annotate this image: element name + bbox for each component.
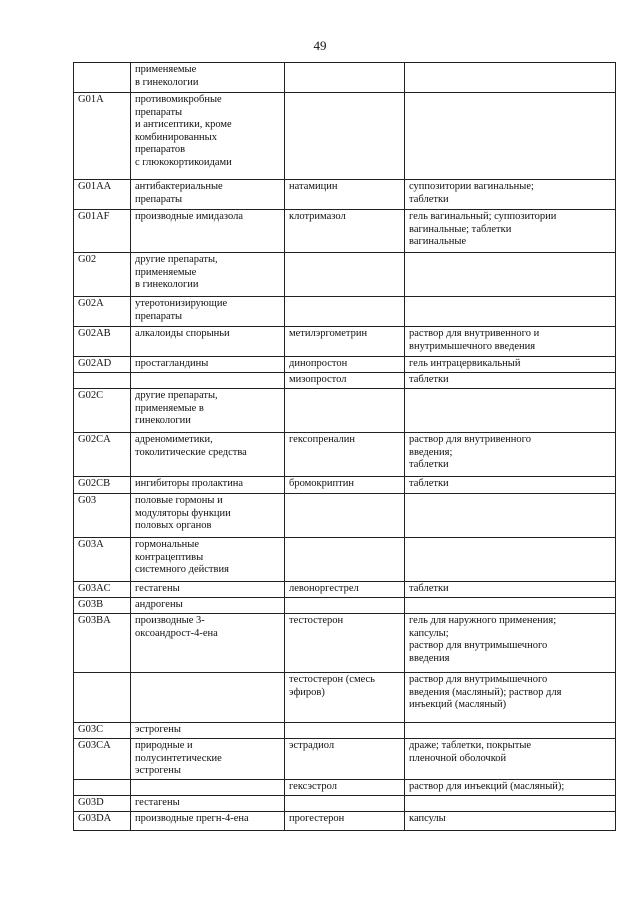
atc-code-cell: G02C <box>74 389 131 433</box>
group-cell: гестагены <box>131 582 285 598</box>
atc-code-cell: G03CA <box>74 739 131 780</box>
dosage-form-cell <box>405 253 616 297</box>
group-cell: эстрогены <box>131 723 285 739</box>
atc-code-cell: G02CB <box>74 477 131 494</box>
dosage-form-cell: драже; таблетки, покрытые пленочной оболочкой <box>405 739 616 780</box>
dosage-form-cell <box>405 63 616 93</box>
atc-code-cell: G03A <box>74 538 131 582</box>
dosage-form-cell: капсулы <box>405 811 616 830</box>
drug-name-cell: метилэргометрин <box>285 327 405 357</box>
atc-code-cell: G02A <box>74 297 131 327</box>
group-cell: производные имидазола <box>131 210 285 253</box>
table-row <box>74 327 616 357</box>
atc-code-cell: G03D <box>74 795 131 811</box>
drug-name-cell: бромокриптин <box>285 477 405 494</box>
group-cell: противомикробные препараты и антисептики, кроме комбинированных препаратов с глюкокортикоидами <box>131 93 285 180</box>
group-cell: другие препараты, применяемые в гинекологии <box>131 253 285 297</box>
dosage-form-cell <box>405 723 616 739</box>
group-cell <box>131 373 285 389</box>
table-row <box>74 180 616 210</box>
group-cell: антибактериальные препараты <box>131 180 285 210</box>
atc-code-cell <box>74 673 131 723</box>
table-row <box>74 538 616 582</box>
atc-code-cell: G01A <box>74 93 131 180</box>
table-row <box>74 673 616 723</box>
page-number: 49 <box>313 38 327 53</box>
group-cell: андрогены <box>131 598 285 614</box>
table-row <box>74 477 616 494</box>
group-cell: применяемые в гинекологии <box>131 63 285 93</box>
atc-code-cell <box>74 63 131 93</box>
drug-name-cell: динопростон <box>285 357 405 373</box>
drug-name-cell <box>285 253 405 297</box>
group-cell <box>131 779 285 795</box>
drug-name-cell: тестостерон <box>285 614 405 673</box>
atc-code-cell: G02CA <box>74 433 131 477</box>
dosage-form-cell <box>405 538 616 582</box>
atc-code-cell: G02AD <box>74 357 131 373</box>
dosage-form-cell: гель интрацервикальный <box>405 357 616 373</box>
drug-name-cell: мизопростол <box>285 373 405 389</box>
table-row <box>74 63 616 93</box>
group-cell: гормональные контрацептивы системного действия <box>131 538 285 582</box>
atc-code-cell: G03AC <box>74 582 131 598</box>
drug-name-cell <box>285 63 405 93</box>
atc-code-cell: G03BA <box>74 614 131 673</box>
table-row <box>74 614 616 673</box>
group-cell <box>131 673 285 723</box>
group-cell: адреномиметики, токолитические средства <box>131 433 285 477</box>
drug-name-cell: гексопреналин <box>285 433 405 477</box>
drug-name-cell: натамицин <box>285 180 405 210</box>
dosage-form-cell: раствор для инъекций (масляный); <box>405 779 616 795</box>
group-cell: половые гормоны и модуляторы функции половых органов <box>131 494 285 538</box>
atc-code-cell: G02AB <box>74 327 131 357</box>
table-row <box>74 433 616 477</box>
dosage-form-cell <box>405 93 616 180</box>
table-row <box>74 598 616 614</box>
atc-code-cell <box>74 779 131 795</box>
atc-code-cell: G01AF <box>74 210 131 253</box>
dosage-form-cell: таблетки <box>405 582 616 598</box>
dosage-form-cell: таблетки <box>405 373 616 389</box>
table-row <box>74 93 616 180</box>
dosage-form-cell: раствор для внутривенного введения; таблетки <box>405 433 616 477</box>
drug-name-cell <box>285 598 405 614</box>
dosage-form-cell <box>405 795 616 811</box>
drug-name-cell <box>285 494 405 538</box>
group-cell: другие препараты, применяемые в гинекологии <box>131 389 285 433</box>
group-cell: утеротонизирующие препараты <box>131 297 285 327</box>
drug-name-cell <box>285 297 405 327</box>
group-cell: производные прегн-4-ена <box>131 811 285 830</box>
table-row <box>74 297 616 327</box>
group-cell: гестагены <box>131 795 285 811</box>
dosage-form-cell <box>405 389 616 433</box>
group-cell: природные и полусинтетические эстрогены <box>131 739 285 780</box>
drug-name-cell: левоноргестрел <box>285 582 405 598</box>
table-row <box>74 389 616 433</box>
table-row <box>74 373 616 389</box>
dosage-form-cell: гель вагинальный; суппозитории вагинальные; таблетки вагинальные <box>405 210 616 253</box>
atc-code-cell <box>74 373 131 389</box>
drug-name-cell: клотримазол <box>285 210 405 253</box>
drug-name-cell <box>285 389 405 433</box>
table-row <box>74 253 616 297</box>
drug-name-cell <box>285 723 405 739</box>
dosage-form-cell: таблетки <box>405 477 616 494</box>
atc-code-cell: G03 <box>74 494 131 538</box>
table-row <box>74 723 616 739</box>
drug-name-cell <box>285 538 405 582</box>
dosage-form-cell: гель для наружного применения; капсулы; раствор для внутримышечного введения <box>405 614 616 673</box>
table-row <box>74 795 616 811</box>
table-row <box>74 494 616 538</box>
dosage-form-cell <box>405 494 616 538</box>
atc-code-cell: G02 <box>74 253 131 297</box>
drug-name-cell <box>285 795 405 811</box>
drug-name-cell <box>285 93 405 180</box>
table-row <box>74 582 616 598</box>
table-row <box>74 210 616 253</box>
drug-name-cell: гексэстрол <box>285 779 405 795</box>
atc-code-cell: G03C <box>74 723 131 739</box>
group-cell: алкалоиды спорыньи <box>131 327 285 357</box>
table-row <box>74 811 616 830</box>
table-row <box>74 357 616 373</box>
drug-name-cell: тестостерон (смесь эфиров) <box>285 673 405 723</box>
atc-code-cell: G01AA <box>74 180 131 210</box>
group-cell: ингибиторы пролактина <box>131 477 285 494</box>
dosage-form-cell <box>405 297 616 327</box>
dosage-form-cell: раствор для внутривенного и внутримышечного введения <box>405 327 616 357</box>
drug-name-cell: эстрадиол <box>285 739 405 780</box>
dosage-form-cell: суппозитории вагинальные; таблетки <box>405 180 616 210</box>
group-cell: производные 3- оксоандрост-4-ена <box>131 614 285 673</box>
atc-code-cell: G03B <box>74 598 131 614</box>
table-row <box>74 739 616 780</box>
drug-table <box>73 62 616 831</box>
atc-code-cell: G03DA <box>74 811 131 830</box>
dosage-form-cell <box>405 598 616 614</box>
drug-table-body <box>74 63 616 831</box>
group-cell: простагландины <box>131 357 285 373</box>
dosage-form-cell: раствор для внутримышечного введения (масляный); раствор для инъекций (масляный) <box>405 673 616 723</box>
table-row <box>74 779 616 795</box>
drug-name-cell: прогестерон <box>285 811 405 830</box>
